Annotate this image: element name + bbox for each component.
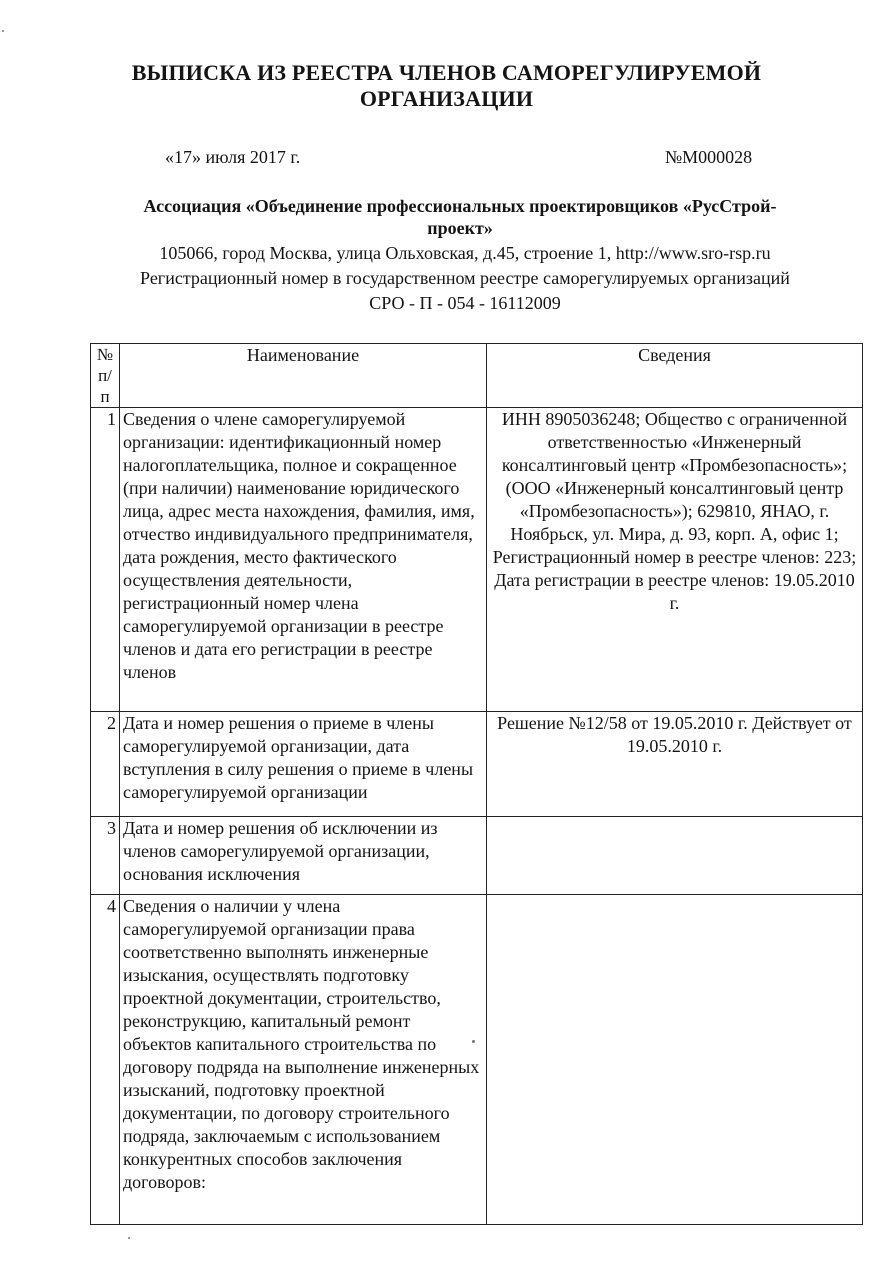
row-number: 4 — [91, 895, 120, 1225]
row-info: Решение №12/58 от 19.05.2010 г. Действует от 19.05.2010 г. — [487, 712, 863, 817]
row-name: Дата и номер решения о приеме в члены саморегулируемой организации, дата вступления в силу решения о приеме в члены саморегулируемой организации — [120, 712, 487, 817]
registry-number: СРО - П - 054 - 16112009 — [369, 293, 561, 313]
document-title — [0, 60, 893, 112]
table-row — [91, 817, 863, 895]
organization-name-line-1: Ассоциация «Объединение профессиональных проектировщиков «РусСтрой- — [143, 196, 777, 216]
row-name: Сведения о наличии у члена саморегулируемой организации права соответственно выполнять инженерные изыскания, осуществлять подготовку проектной документации, строительство, реконструкцию, капитальный ремонт объектов капитального строительства по договору подряда на выполнение инженерных изысканий, подготовку проектной документации, по договору строительного подряда, заключаемым с использованием конкурентных способов заключения договоров: — [120, 895, 487, 1225]
header-num: № п/п — [91, 344, 120, 408]
header-name: Наименование — [120, 344, 487, 408]
table-row — [91, 408, 863, 712]
scan-speck — [2, 30, 4, 32]
scan-speck — [128, 1237, 130, 1239]
row-info — [487, 895, 863, 1225]
row-number: 3 — [91, 817, 120, 895]
document-number: №М000028 — [665, 147, 753, 167]
organization-address: 105066, город Москва, улица Ольховская, д.45, строение 1, http://www.sro-rsp.ru — [159, 243, 771, 263]
registry-table — [90, 343, 863, 1225]
row-info: ИНН 8905036248; Общество с ограниченной ответственностью «Инженерный консалтинговый центр «Промбезопасность»; (ООО «Инженерный консалтинговый центр «Промбезопасность»); 629810, ЯНАО, г. Ноябрьск, ул. Мира, д. 93, корп. А, офис 1; Регистрационный номер в реестре членов: 223; Дата регистрации в реестре членов: 19.05.2010 г. — [487, 408, 863, 712]
organization-name-line-2: проект» — [427, 218, 493, 238]
organization-details — [60, 241, 870, 316]
row-info — [487, 817, 863, 895]
organization-name — [90, 195, 830, 239]
row-name: Дата и номер решения об исключении из членов саморегулируемой организации, основания исключения — [120, 817, 487, 895]
document-title-line-1: ВЫПИСКА ИЗ РЕЕСТРА ЧЛЕНОВ САМОРЕГУЛИРУЕМОЙ — [131, 60, 762, 85]
table-header-row — [91, 344, 863, 408]
registry-label: Регистрационный номер в государственном реестре саморегулируемых организаций — [140, 268, 790, 288]
document-title-line-2: ОРГАНИЗАЦИИ — [359, 86, 534, 111]
row-number: 2 — [91, 712, 120, 817]
header-info: Сведения — [487, 344, 863, 408]
scan-speck — [472, 1040, 475, 1043]
row-name: Сведения о члене саморегулируемой организации: идентификационный номер налогоплательщика, полное и сокращенное (при наличии) наименование юридического лица, адрес места нахождения, фамилия, имя, отчество индивидуального предпринимателя, дата рождения, место фактического осуществления деятельности, регистрационный номер члена саморегулируемой организации в реестре членов и дата его регистрации в реестре членов — [120, 408, 487, 712]
table-row — [91, 895, 863, 1225]
table-row — [91, 712, 863, 817]
row-number: 1 — [91, 408, 120, 712]
document-date: «17» июля 2017 г. — [165, 147, 301, 167]
